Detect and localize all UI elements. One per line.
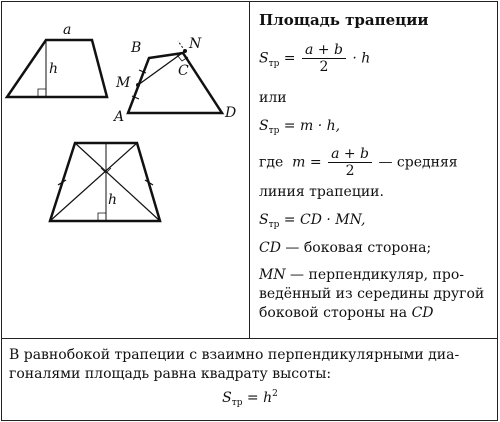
label-B: B	[131, 40, 142, 56]
formula-cd-mn: $S_{тр}$ = CD · MN,	[259, 212, 366, 230]
label-A: A	[114, 109, 125, 125]
figure-trapezoid-height	[7, 22, 107, 97]
midline-text: линия трапеции.	[259, 184, 384, 200]
point-M	[136, 83, 140, 87]
label-C: C	[178, 63, 189, 79]
label-D: D	[225, 105, 237, 121]
formula-midline: где m = $\frac{a + b}{2}$ — средняя	[259, 146, 458, 179]
label-h2: h	[108, 192, 118, 208]
section-title: Площадь трапеции	[259, 11, 429, 29]
label-h: h	[49, 61, 59, 77]
bottom-statement: В равнобокой трапеции с взаимно перпендикулярными диагоналями площадь равна квадрату высоты:	[9, 347, 460, 382]
mn-definition: MN — перпендикуляр, проведённый из середины другой боковой стороны на CD	[259, 267, 485, 321]
formula-h-squared: $S_{тр} = h^2$	[222, 389, 278, 408]
point-N	[183, 49, 187, 53]
label-M: M	[116, 75, 131, 91]
trapezoid-figures	[0, 0, 250, 338]
formula-mh: $S_{тр} = m \cdot h$,	[259, 118, 341, 136]
row-divider	[1, 338, 498, 339]
trapezoid-2-outline	[128, 53, 222, 113]
label-N: N	[189, 36, 202, 52]
figure-isosceles-diagonals	[50, 143, 160, 221]
formula-midsum: $S_{тр}$ = $\frac{a + b}{2}$ · h	[259, 42, 371, 75]
or-text: или	[259, 90, 287, 106]
cd-definition: CD — боковая сторона;	[259, 240, 432, 256]
figure-trapezoid-perpendicular	[112, 36, 236, 125]
trapezoid-3-outline	[50, 143, 160, 221]
label-a: a	[63, 22, 72, 38]
fraction-midline: $\frac{a + b}{2}$	[328, 146, 372, 179]
fraction-a-plus-b: $\frac{a + b}{2}$	[302, 42, 346, 75]
